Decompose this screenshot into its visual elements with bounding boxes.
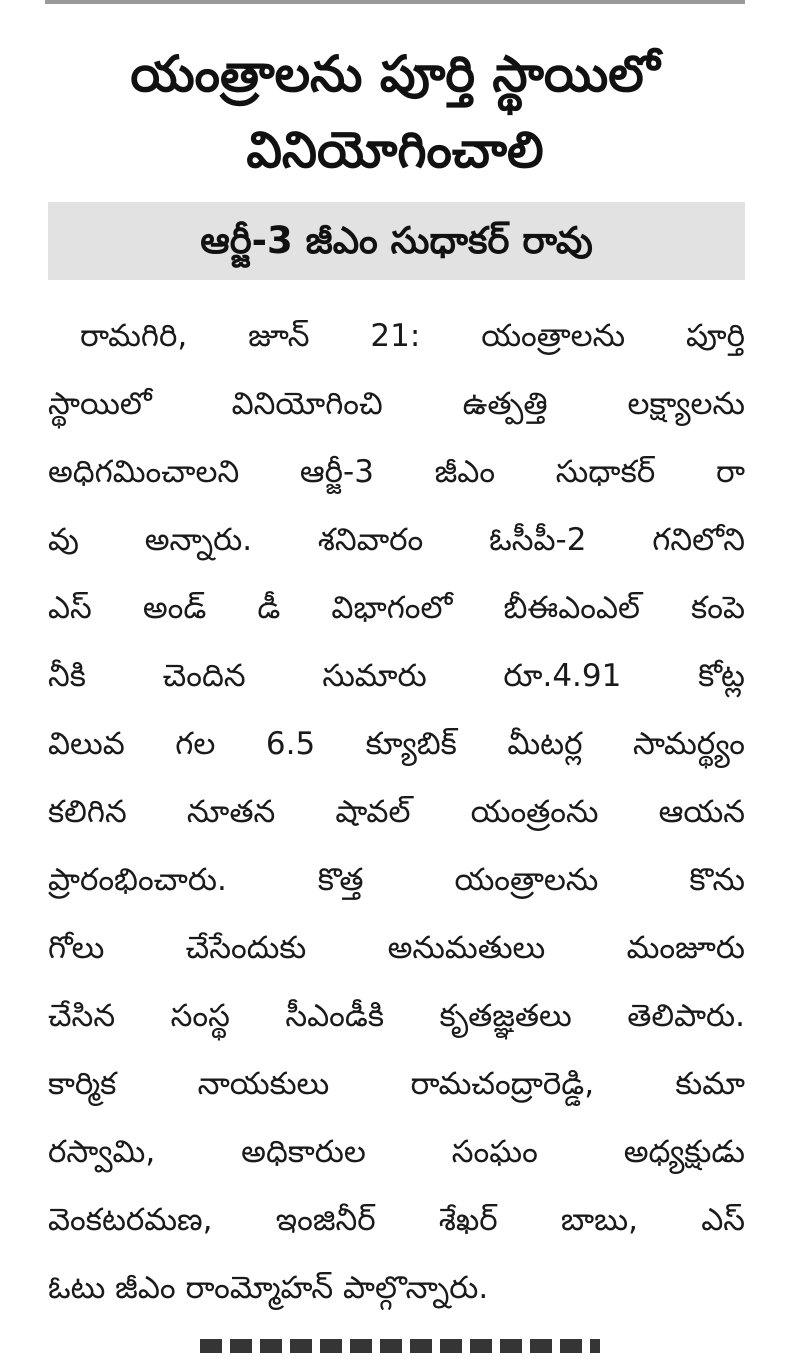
headline-line: వినియోగించాలి [246,121,544,179]
body-line: అధిగమించాలని ఆర్జీ-3 జీఎం సుధాకర్ రా [48,454,745,490]
top-divider [45,0,745,4]
body-line: చేసిన సంస్థ సీఎండీకి కృతజ్ఞతలు తెలిపారు. [48,998,745,1034]
body-line: నీకి చెందిన సుమారు రూ.4.91 కోట్ల [48,658,745,694]
body-line: స్థాయిలో వినియోగించి ఉత్పత్తి లక్ష్యాలను [48,386,745,422]
body-line: కలిగిన నూతన షావల్ యంత్రంను ఆయన [48,794,745,830]
body-line: రస్వామి, అధికారుల సంఘం అధ్యక్షుడు [48,1134,745,1170]
body-line: వు అన్నారు. శనివారం ఓసీపీ-2 గనిలోని [48,522,745,558]
body-line: వెంకటరమణ, ఇంజినీర్ శేఖర్ బాబు, ఎస్ [48,1202,745,1238]
headline [45,36,745,188]
article-body [48,302,745,1322]
body-line: ఓటు జీఎం రాంమ్మోహన్ పాల్గొన్నారు. [48,1270,489,1306]
body-line: ప్రారంభించారు. కొత్త యంత్రాలను కొను [48,862,745,898]
next-article-heading-cropped [200,1325,600,1365]
headline-line: యంత్రాలను పూర్తి స్థాయిలో [130,45,660,103]
body-line: రామగిరి, జూన్ 21: యంత్రాలను పూర్తి [80,318,745,354]
body-line: గోలు చేసేందుకు అనుమతులు మంజూరు [48,930,745,966]
body-line: ఎస్ అండ్ డీ విభాగంలో బీఈఎంఎల్ కంపె [48,590,745,626]
body-line: విలువ గల 6.5 క్యూబిక్ మీటర్ల సామర్థ్యం [48,726,745,762]
subheading-box [48,202,745,280]
body-line: కార్మిక నాయకులు రామచంద్రారెడ్డి, కుమా [48,1066,745,1102]
cropped-text-shape [200,1339,600,1353]
subheading: ఆర్జీ-3 జీఎం సుధాకర్ రావు [200,219,593,262]
